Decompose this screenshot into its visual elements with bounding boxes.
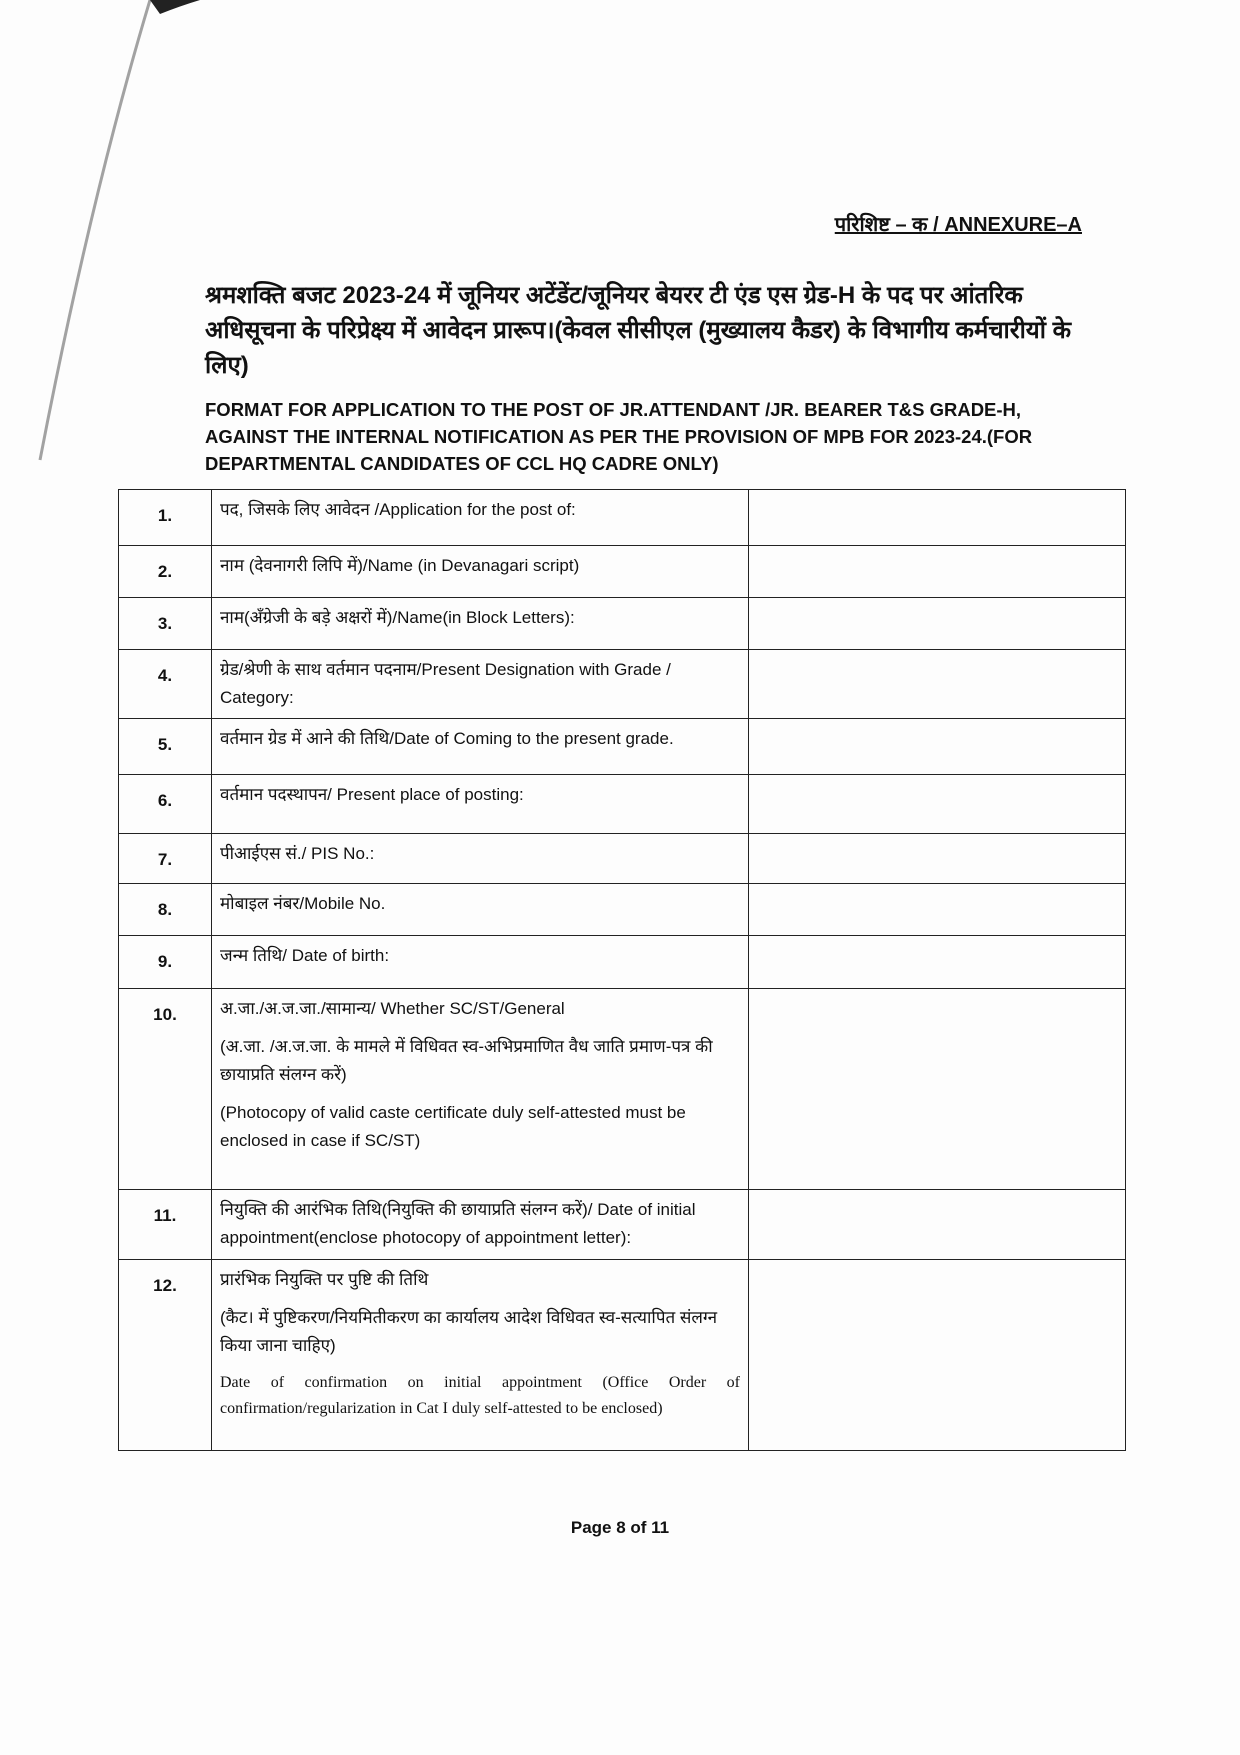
row-label-text: पीआईएस सं./ PIS No.: — [220, 844, 375, 863]
row-number: 6. — [119, 775, 212, 834]
form-row — [119, 650, 1126, 719]
annexure-label: परिशिष्ट – क / ANNEXURE–A — [834, 214, 1082, 236]
row-label-text: वर्तमान ग्रेड में आने की तिथि/Date of Coming to the present grade. — [220, 729, 674, 748]
form-row — [119, 989, 1126, 1190]
row-label — [212, 936, 749, 989]
form-row — [119, 1260, 1126, 1451]
row-number: 1. — [119, 490, 212, 546]
row-label-text: नाम (देवनागरी लिपि में)/Name (in Devanagari script) — [220, 556, 580, 575]
form-row — [119, 546, 1126, 598]
row-value-field[interactable] — [749, 1260, 1126, 1451]
row-label-text: (Photocopy of valid caste certificate duly self-attested must be enclosed in case if SC/ST) — [220, 1103, 686, 1150]
row-value-field[interactable] — [749, 490, 1126, 546]
row-number: 8. — [119, 884, 212, 936]
row-number: 7. — [119, 834, 212, 884]
row-value-field[interactable] — [749, 834, 1126, 884]
row-label-text: (अ.जा. /अ.ज.जा. के मामले में विधिवत स्व-अभिप्रमाणित वैध जाति प्रमाण-पत्र की छायाप्रति संलग्न करें) — [220, 1037, 713, 1084]
row-label-text: ग्रेड/श्रेणी के साथ वर्तमान पदनाम/Present Designation with Grade / Category: — [220, 660, 671, 707]
form-row — [119, 598, 1126, 650]
row-label — [212, 490, 749, 546]
form-row — [119, 884, 1126, 936]
row-number: 3. — [119, 598, 212, 650]
row-number: 12. — [119, 1260, 212, 1451]
row-label-text: Date of confirmation on initial appointment (Office Order of confirmation/regularization in Cat I duly self-attested to be enclosed) — [220, 1374, 740, 1417]
row-label — [212, 989, 749, 1190]
row-label — [212, 650, 749, 719]
row-value-field[interactable] — [749, 936, 1126, 989]
page-number: Page 8 of 11 — [570, 1518, 670, 1537]
row-label — [212, 1260, 749, 1451]
row-label — [212, 598, 749, 650]
form-row — [119, 1190, 1126, 1260]
row-number: 9. — [119, 936, 212, 989]
row-label-text: मोबाइल नंबर/Mobile No. — [220, 894, 386, 913]
row-label — [212, 834, 749, 884]
row-label — [212, 719, 749, 775]
form-row — [119, 490, 1126, 546]
row-value-field[interactable] — [749, 775, 1126, 834]
row-label — [212, 884, 749, 936]
row-label-text: अ.जा./अ.ज.जा./सामान्य/ Whether SC/ST/General — [220, 999, 565, 1018]
row-value-field[interactable] — [749, 719, 1126, 775]
row-label-text: जन्म तिथि/ Date of birth: — [220, 946, 390, 965]
row-label — [212, 1190, 749, 1260]
row-label-text: वर्तमान पदस्थापन/ Present place of posting: — [220, 785, 524, 804]
row-value-field[interactable] — [749, 884, 1126, 936]
row-value-field[interactable] — [749, 1190, 1126, 1260]
english-title: FORMAT FOR APPLICATION TO THE POST OF JR.ATTENDANT /JR. BEARER T&S GRADE-H, AGAINST THE INTERNAL NOTIFICATION AS PER THE PROVISION OF MPB FOR 2023-24.(FOR DEPARTMENTAL CANDIDATES OF CCL HQ CADRE ONLY) — [205, 399, 1033, 474]
row-value-field[interactable] — [749, 598, 1126, 650]
form-row — [119, 936, 1126, 989]
row-label — [212, 775, 749, 834]
row-value-field[interactable] — [749, 546, 1126, 598]
row-value-field[interactable] — [749, 989, 1126, 1190]
row-number: 2. — [119, 546, 212, 598]
row-label-text: (कैट। में पुष्टिकरण/नियमितीकरण का कार्यालय आदेश विधिवत स्व-सत्यापित संलग्न किया जाना चाहिए) — [220, 1308, 718, 1355]
form-row — [119, 719, 1126, 775]
form-row — [119, 775, 1126, 834]
row-number: 4. — [119, 650, 212, 719]
row-number: 10. — [119, 989, 212, 1190]
row-label-text: पद, जिसके लिए आवेदन /Application for the post of: — [220, 500, 576, 519]
row-number: 11. — [119, 1190, 212, 1260]
form-row — [119, 834, 1126, 884]
row-label-text: नियुक्ति की आरंभिक तिथि(नियुक्ति की छायाप्रति संलग्न करें)/ Date of initial appointment(enclose photocopy of appointment letter): — [220, 1200, 696, 1247]
row-label — [212, 546, 749, 598]
row-value-field[interactable] — [749, 650, 1126, 719]
hindi-title: श्रमशक्ति बजट 2023-24 में जूनियर अटेंडेंट/जूनियर बेयरर टी एंड एस ग्रेड-H के पद पर आंतरिक अधिसूचना के परिप्रेक्ष्य में आवेदन प्रारूप।(केवल सीसीएल (मुख्यालय कैडर) के विभागीय कर्मचारीयों के लिए) — [205, 282, 1072, 379]
application-form-table — [118, 489, 1126, 1451]
row-label-text: नाम(अँग्रेजी के बड़े अक्षरों में)/Name(in Block Letters): — [220, 608, 575, 627]
row-label-text: प्रारंभिक नियुक्ति पर पुष्टि की तिथि — [220, 1270, 429, 1289]
row-number: 5. — [119, 719, 212, 775]
